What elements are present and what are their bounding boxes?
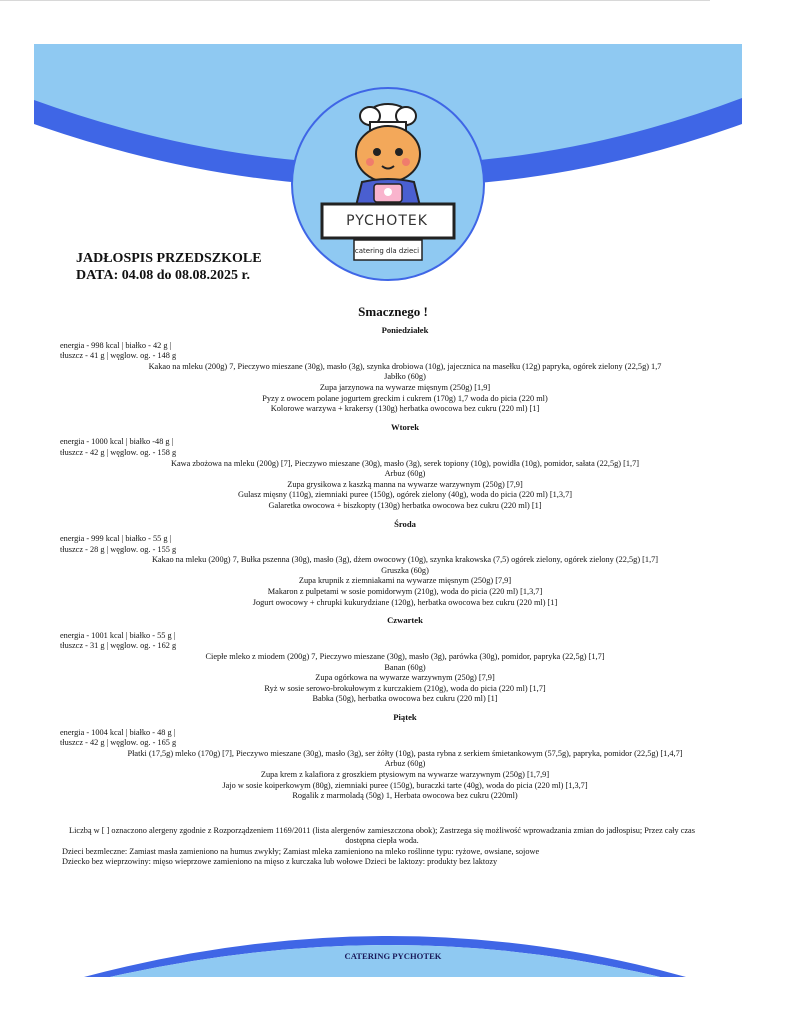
- day-name: Poniedziałek: [381, 325, 429, 335]
- greeting: Smacznego !: [358, 304, 428, 319]
- allergens-note: Liczbą w [ ] oznaczono alergeny zgodnie z Rozporządzeniem 1169/2011 (lista alergenów zamieszczona obok); Zastrzega się możliwość wprowadzania zmian do jadłospisu; Przez cały czas dostępna ciepła woda.: [69, 826, 695, 846]
- meal-line: Zupa krem z kalafiora z groszkiem ptysiowym na wywarze warzywnym (250g) [1,7,9]: [260, 769, 550, 779]
- meal-line: Gulasz mięsny (110g), ziemniaki puree (150g), ogórek zielony (40g), woda do picia (220 ml) [1,3,7]: [237, 490, 572, 500]
- logo-tagline: catering dla dzieci: [354, 247, 420, 255]
- energy-line: energia - 1000 kcal | białko -48 g |: [60, 437, 174, 447]
- meal-line: Zupa ogórkowa na wywarze warzywnym (250g) [7,9]: [315, 673, 495, 683]
- day-name: Wtorek: [390, 421, 419, 432]
- footer-brand: CATERING PYCHOTEK: [344, 951, 442, 961]
- day-name: Piątek: [393, 712, 417, 722]
- fat-carbs-line: tłuszcz - 42 g | węglow. og. - 158 g: [60, 447, 177, 457]
- meal-line: Zupa grysikowa z kaszką manna na wywarze warzywnym (250g) [7,9]: [287, 479, 523, 489]
- dairy-free-note: Dzieci bezmleczne: Zamiast masła zamieniono na humus zwykły; Zamiast mleka zamieniono na mleko roślinne typu: ryżowe, owsiane, sojowe: [62, 846, 540, 856]
- meal-line: Makaron z pulpetami w sosie pomidorwym (210g), woda do picia (220 ml) [1,3,7]: [267, 587, 543, 597]
- energy-line: energia - 1001 kcal | białko - 55 g |: [60, 630, 176, 640]
- fat-carbs-line: tłuszcz - 31 g | węglow. og. - 162 g: [60, 641, 177, 651]
- meal-line: Rogalik z marmoladą (50g) 1, Herbata owocowa bez cukru (220ml): [292, 791, 518, 801]
- meal-line: Ryż w sosie serowo-brokułowym z kurczakiem (210g), woda do picia (220 ml) [1,7]: [264, 683, 546, 693]
- day-section: [60, 422, 750, 512]
- meal-line: Babka (50g), herbatka owocowa bez cukru (220 ml) [1]: [312, 694, 498, 704]
- energy-line: energia - 998 kcal | białko - 42 g |: [60, 340, 172, 350]
- energy-line: energia - 1004 kcal | białko - 48 g |: [60, 727, 176, 737]
- meal-line: Arbuz (60g): [384, 469, 426, 479]
- meal-line: Arbuz (60g): [384, 759, 426, 769]
- date-range: DATA: 04.08 do 08.08.2025 r.: [76, 268, 250, 283]
- day-section: [60, 325, 750, 415]
- meal-line: Banan (60g): [384, 662, 426, 672]
- weekly-menu: [60, 325, 750, 809]
- meal-line: Galaretka owocowa + biszkopty (130g) herbatka owocowa bez cukru (220 ml) [1]: [268, 500, 542, 510]
- meal-line: Gruszka (60g): [381, 565, 429, 575]
- fat-carbs-line: tłuszcz - 42 g | węglow. og. - 165 g: [60, 738, 177, 748]
- notes-block: [62, 826, 702, 868]
- meal-line: Kolorowe warzywa + krakersy (130g) herbatka owocowa bez cukru (220 ml) [1]: [270, 404, 540, 414]
- meal-line: Ciepłe mleko z miodem (200g) 7, Pieczywo mieszane (30g), masło (3g), parówka (30g), pomidor, papryka (22,5g) [1,7]: [205, 652, 605, 662]
- fat-carbs-line: tłuszcz - 28 g | węglow. og. - 155 g: [60, 544, 177, 554]
- meal-line: Zupa jarzynowa na wywarze mięsnym (250g) [1,9]: [319, 382, 491, 392]
- day-name: Czwartek: [387, 615, 423, 626]
- menu-title-block: [76, 250, 262, 284]
- day-section: [60, 615, 750, 705]
- footer-band: [0, 905, 786, 1024]
- baby-chef-body-icon: [356, 179, 420, 206]
- no-pork-note: Dziecko bez wieprzowiny: mięso wieprzowe zamieniono na mięso z kurczaka lub wołowe Dzieci be laktozy: produkty bez laktozy: [62, 857, 498, 867]
- meal-line: Pyzy z owocem polane jogurtem greckim i cukrem (170g) 1,7 woda do picia (220 ml): [262, 393, 548, 403]
- day-name: Środa: [394, 518, 416, 529]
- logo-brand-text: PYCHOTEK: [346, 213, 428, 229]
- baby-chef-face-icon: [356, 126, 420, 182]
- meal-line: Kawa zbożowa na mleku (200g) [7], Pieczywo mieszane (30g), masło (3g), serek topiony (10g), powidła (10g), pomidor, sałata (22,5g) [1,7]: [170, 458, 640, 468]
- day-section: [60, 519, 750, 609]
- meal-line: Jogurt owocowy + chrupki kukurydziane (120g), herbatka owocowa bez cukru (220 ml) [1]: [252, 597, 558, 607]
- meal-line: Zupa krupnik z ziemniakami na wywarze mięsnym (250g) [7,9]: [298, 576, 512, 586]
- fat-carbs-line: tłuszcz - 41 g | węglow. og. - 148 g: [60, 351, 177, 361]
- meal-line: Płatki (17,5g) mleko (170g) [7], Pieczywo mieszane (30g), masło (3g), ser żółty (10g), pasta rybna z serkiem śmietankowym (57,5g), papryka, pomidor (22,5g) [1,4,7]: [127, 748, 683, 758]
- meal-line: Jabłko (60g): [384, 372, 426, 382]
- meal-line: Kakao na mleku (200g) 7, Pieczywo mieszane (30g), masło (3g), szynka drobiowa (10g), jajecznica na masełku (12g) papryka, ogórek zielony (22,5g) 1,7: [148, 361, 662, 371]
- meal-line: Kakao na mleku (200g) 7, Bułka pszenna (30g), masło (3g), dżem owocowy (10g), szynka krakowska (7,5) ogórek zielony, ogórek zielony (22,5g) [1,7]: [151, 555, 659, 565]
- page-title: JADŁOSPIS PRZEDSZKOLE: [76, 251, 262, 266]
- meal-line: Jajo w sosie koiperkowym (80g), ziemniaki puree (150g), buraczki tarte (40g), woda do picia (220 ml) [1,3,7]: [222, 780, 588, 790]
- day-section: [60, 712, 750, 802]
- energy-line: energia - 999 kcal | białko - 55 g |: [60, 534, 172, 544]
